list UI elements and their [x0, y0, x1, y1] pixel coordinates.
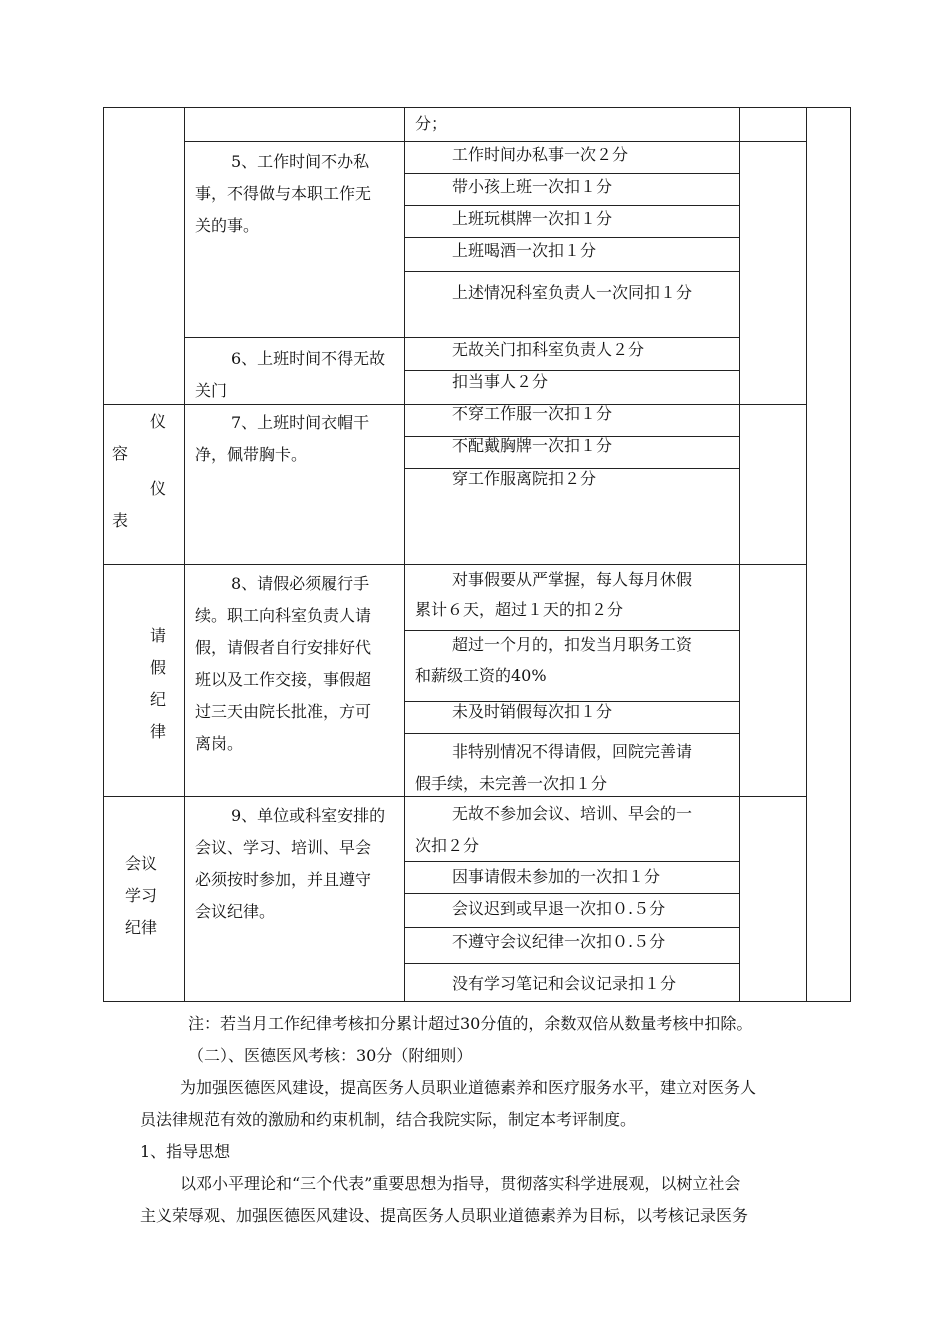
deduction-item: 分；: [415, 114, 448, 133]
section-title: （二）、医德医风考核：30分（附细则）: [188, 1046, 473, 1065]
deduction-line: 超过一个月的，扣发当月职务工资: [452, 635, 693, 654]
section-heading: 1、指导思想: [140, 1142, 231, 1161]
deduction-line: 和薪级工资的40%: [415, 666, 547, 685]
deduction-line: 次扣２分: [415, 836, 480, 855]
deduction-item: 扣当事人２分: [452, 372, 549, 391]
discipline-table: [103, 107, 851, 1002]
deduction-item: 不遵守会议纪律一次扣０.５分: [452, 932, 666, 951]
category-label-char: 仪: [150, 479, 167, 498]
deduction-line: 非特别情况不得请假，回院完善请: [452, 742, 693, 761]
deduction-item: 工作时间办私事一次２分: [452, 145, 629, 164]
table-border-top: [103, 107, 851, 108]
row-separator: [404, 963, 740, 964]
category-label-line: 纪律: [125, 918, 158, 937]
criterion-8-line: 过三天由院长批准，方可: [195, 702, 372, 721]
paragraph-line: 以邓小平理论和“三个代表”重要思想为指导，贯彻落实科学进展观，以树立社会: [180, 1174, 741, 1193]
criterion-separator: [184, 141, 407, 142]
table-border-right: [850, 107, 851, 1002]
category-label-char: 仪: [150, 412, 167, 431]
criterion-9-line: 会议、学习、培训、早会: [195, 838, 372, 857]
deduction-item: 穿工作服离院扣２分: [452, 469, 597, 488]
criterion-8-line: 班以及工作交接，事假超: [195, 670, 372, 689]
deduction-item: 无故关门扣科室负责人２分: [452, 340, 645, 359]
deduction-line: 假手续，未完善一次扣１分: [415, 774, 608, 793]
criterion-5-line: 事，不得做与本职工作无: [195, 184, 372, 203]
deduction-item: 上班玩棋牌一次扣１分: [452, 209, 613, 228]
category-label-line: 会议: [125, 854, 158, 873]
criterion-5-line: 关的事。: [195, 216, 260, 235]
paragraph-line: 为加强医德医风建设，提高医务人员职业道德素养和医疗服务水平，建立对医务人: [180, 1078, 757, 1097]
table-note: 注：若当月工作纪律考核扣分累计超过30分值的，余数双倍从数量考核中扣除。: [188, 1014, 753, 1033]
criterion-separator: [184, 337, 407, 338]
category-label-line: 学习: [125, 886, 158, 905]
deduction-line: 无故不参加会议、培训、早会的一: [452, 804, 693, 823]
criterion-8-line: 假，请假者自行安排好代: [195, 638, 372, 657]
criterion-7-line: 7、上班时间衣帽干: [231, 413, 370, 432]
criterion-5-line: 5、工作时间不办私: [231, 152, 370, 171]
row-separator: [404, 733, 740, 734]
category-label-char: 请: [150, 626, 167, 645]
criterion-9-line: 必须按时参加，并且遵守: [195, 870, 372, 889]
row-separator: [404, 271, 740, 272]
criterion-8-line: 续。职工向科室负责人请: [195, 606, 372, 625]
deduction-item: 会议迟到或早退一次扣０.５分: [452, 899, 666, 918]
criterion-9-line: 9、单位或科室安排的: [231, 806, 386, 825]
criterion-9-line: 会议纪律。: [195, 902, 276, 921]
criterion-6-line: 6、上班时间不得无故: [231, 349, 386, 368]
paragraph-line: 主义荣辱观、加强医德医风建设、提高医务人员职业道德素养为目标，以考核记录医务: [140, 1206, 749, 1225]
table-col-line-3: [739, 107, 740, 1002]
table-border-left: [103, 107, 104, 1002]
deduction-item: 不穿工作服一次扣１分: [452, 404, 613, 423]
table-col-line-4: [806, 107, 807, 1002]
deduction-line: 对事假要从严掌握，每人每月休假: [452, 570, 693, 589]
criterion-8-line: 离岗。: [195, 734, 244, 753]
category-label-char: 律: [150, 722, 167, 741]
paragraph-line: 员法律规范有效的激励和约束机制，结合我院实际，制定本考评制度。: [140, 1110, 637, 1129]
criterion-6-line: 关门: [195, 381, 228, 400]
category-label-char: 表: [112, 511, 129, 530]
criterion-8-line: 8、请假必须履行手: [231, 574, 370, 593]
category-label-char: 假: [150, 658, 167, 677]
category-label-char: 纪: [150, 690, 167, 709]
deduction-item: 上班喝酒一次扣１分: [452, 241, 597, 260]
table-col-line-1: [184, 107, 185, 1002]
deduction-item: 没有学习笔记和会议记录扣１分: [452, 974, 677, 993]
deduction-item: 上述情况科室负责人一次同扣１分: [452, 283, 693, 302]
deduction-item: 带小孩上班一次扣１分: [452, 177, 613, 196]
category-label-char: 容: [112, 444, 129, 463]
deduction-item: 因事请假未参加的一次扣１分: [452, 867, 661, 886]
table-border-bottom: [103, 1001, 851, 1002]
deduction-line: 累计６天，超过１天的扣２分: [415, 600, 624, 619]
table-col-line-2: [404, 107, 405, 1002]
deduction-item: 未及时销假每次扣１分: [452, 702, 613, 721]
criterion-7-line: 净，佩带胸卡。: [195, 445, 308, 464]
deduction-item: 不配戴胸牌一次扣１分: [452, 436, 613, 455]
